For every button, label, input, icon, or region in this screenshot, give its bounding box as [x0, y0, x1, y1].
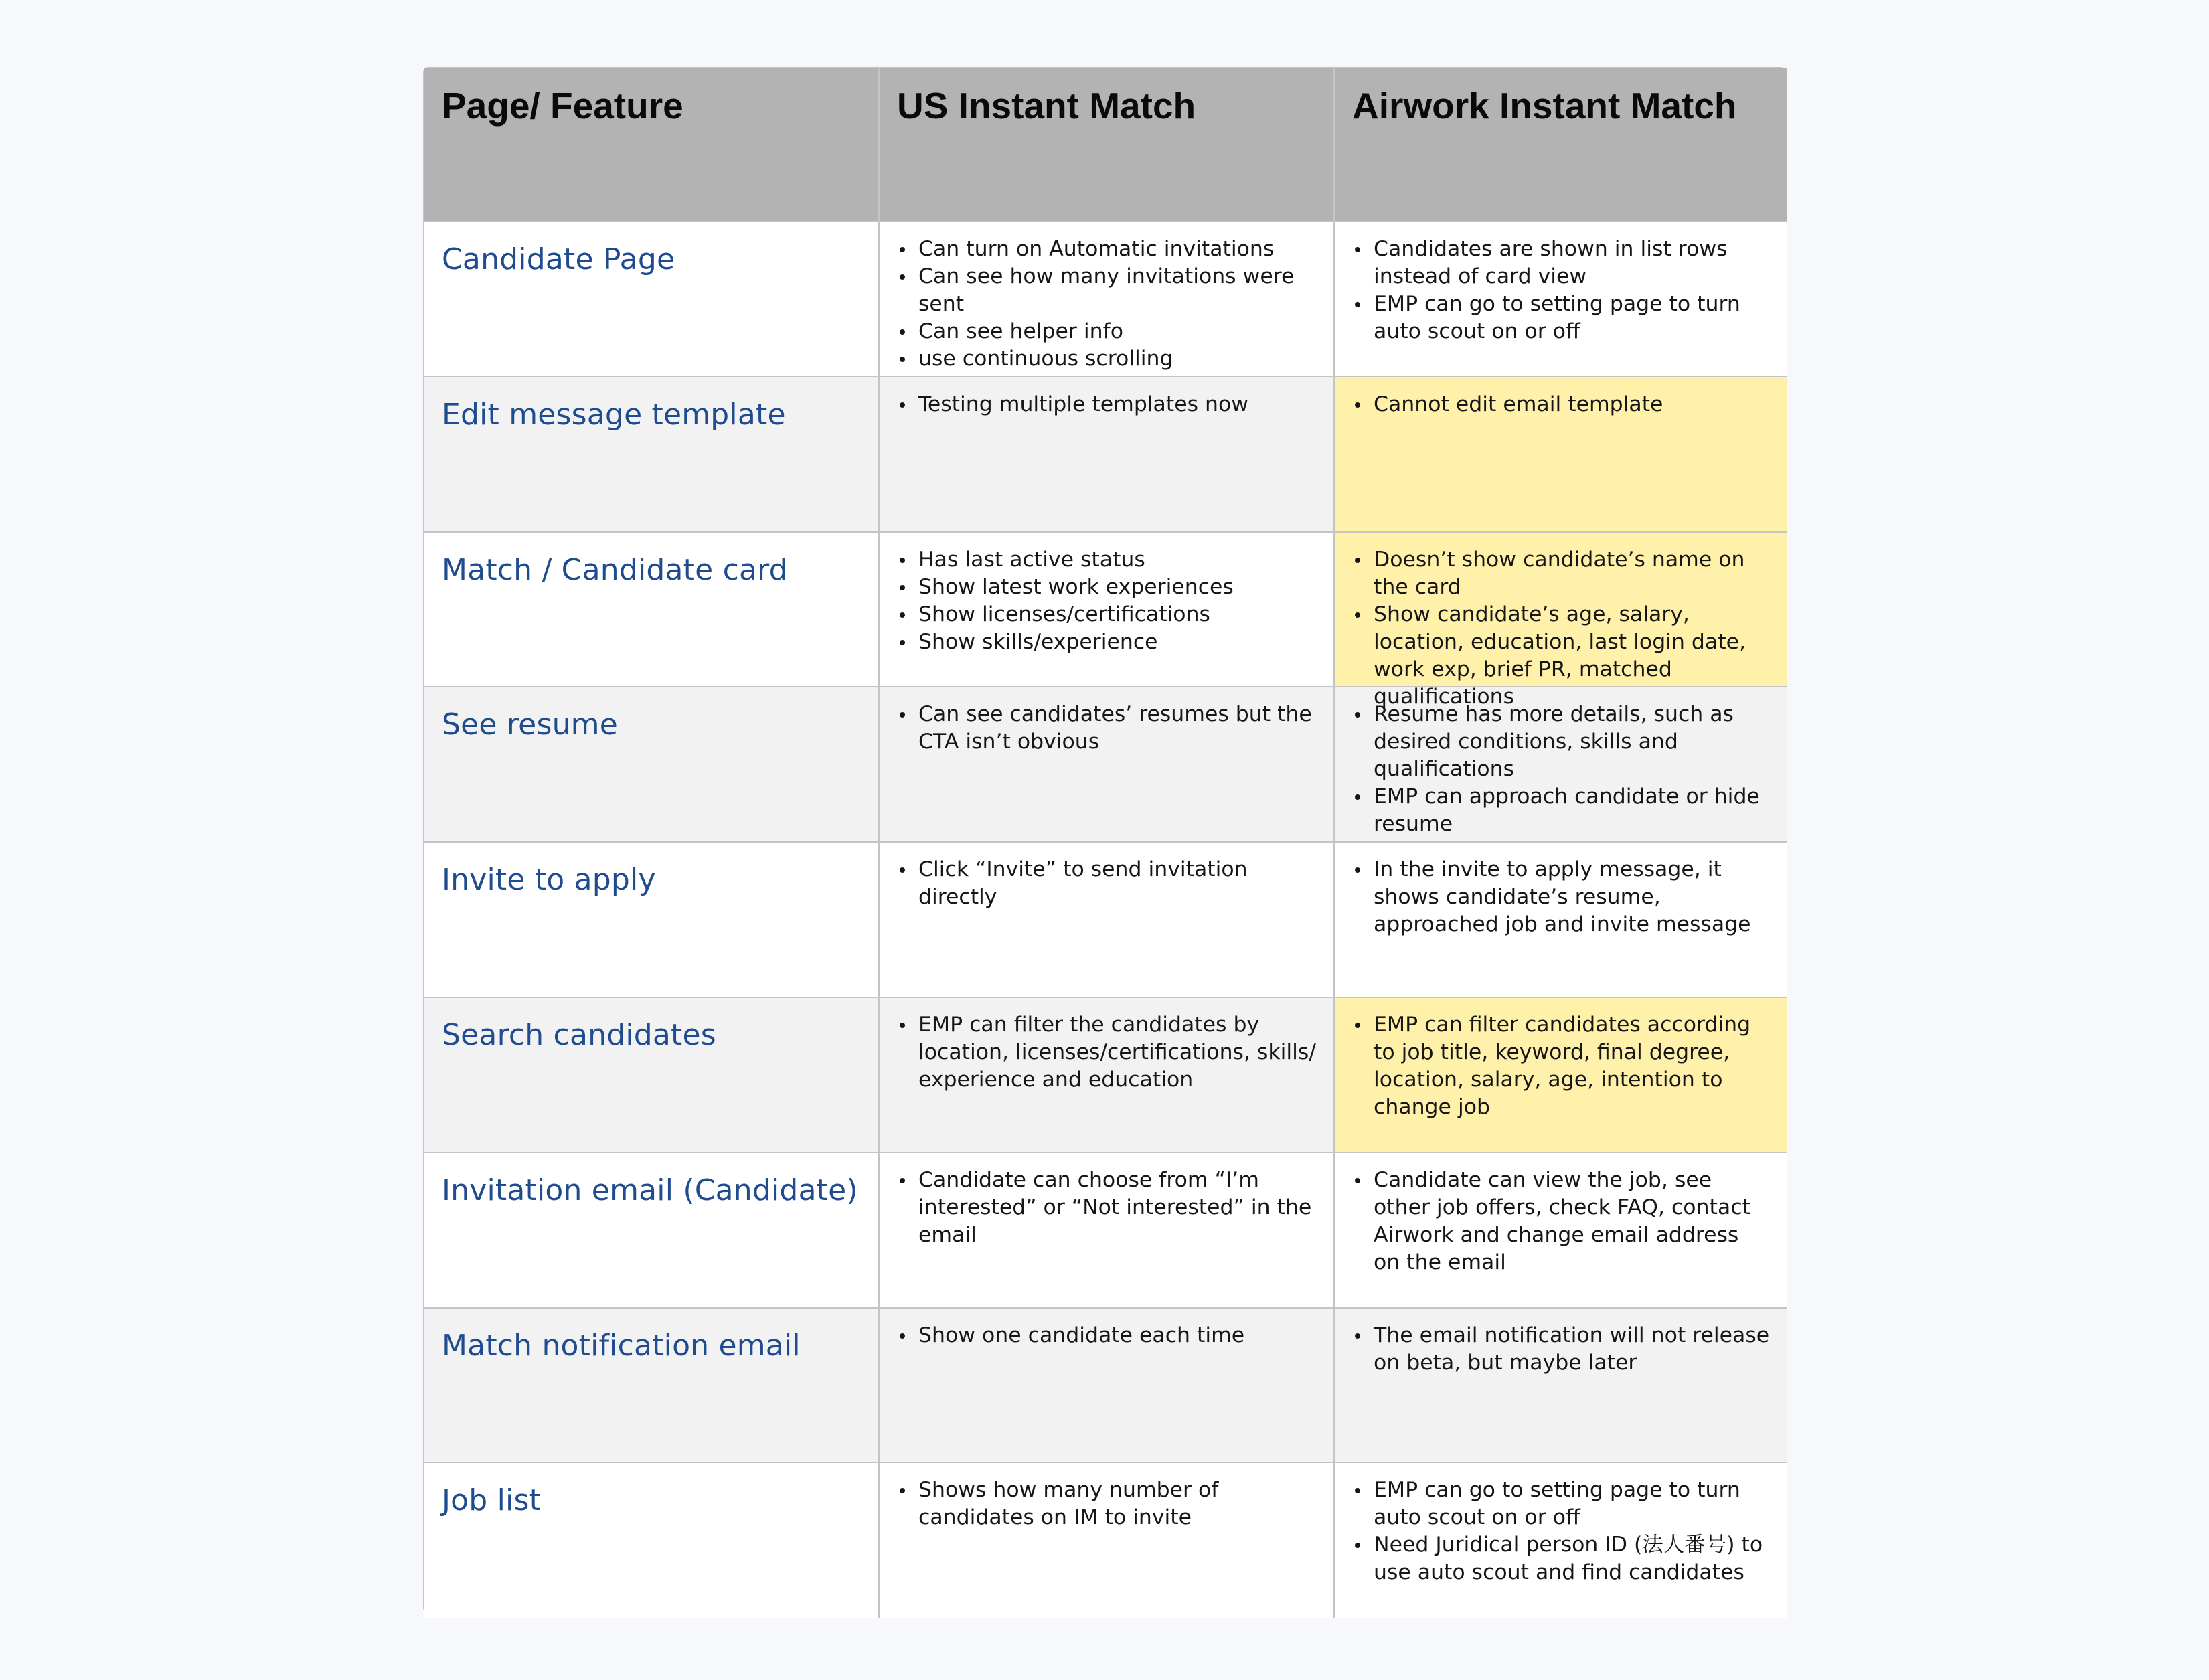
header-page-feature: Page/ Feature	[424, 68, 880, 222]
bullet-item: Can see how many invitations were sent	[917, 263, 1316, 318]
bullet-list	[1352, 391, 1770, 418]
airwork-instant-match-cell	[1335, 222, 1787, 377]
feature-cell: Edit message template	[424, 377, 880, 533]
bullet-list	[897, 1477, 1316, 1531]
bullet-item: Candidate can view the job, see other job offers, check FAQ, contact Airwork and change email address on the email	[1372, 1167, 1770, 1276]
us-instant-match-cell	[880, 998, 1335, 1153]
us-instant-match-cell	[880, 1309, 1335, 1464]
us-instant-match-cell	[880, 377, 1335, 533]
feature-cell: Match notification email	[424, 1309, 880, 1464]
us-instant-match-cell	[880, 843, 1335, 998]
airwork-instant-match-cell	[1335, 1153, 1787, 1309]
bullet-item: EMP can go to setting page to turn auto scout on or off	[1372, 1477, 1770, 1531]
bullet-item: EMP can filter candidates according to job title, keyword, final degree, location, salary, age, intention to change job	[1372, 1011, 1770, 1121]
bullet-item: EMP can approach candidate or hide resume	[1372, 783, 1770, 838]
us-instant-match-cell	[880, 687, 1335, 843]
bullet-item: EMP can filter the candidates by location, licenses/certifications, skills/ experience and education	[917, 1011, 1316, 1094]
bullet-item: Need Juridical person ID (法人番号) to use auto scout and find candidates	[1372, 1531, 1770, 1586]
airwork-instant-match-cell	[1335, 1463, 1787, 1618]
bullet-list	[897, 701, 1316, 756]
us-instant-match-cell	[880, 1153, 1335, 1309]
bullet-item: Resume has more details, such as desired conditions, skills and qualifications	[1372, 701, 1770, 783]
feature-cell: See resume	[424, 687, 880, 843]
bullet-item: Can see candidates’ resumes but the CTA isn’t obvious	[917, 701, 1316, 756]
bullet-list	[1352, 1322, 1770, 1377]
comparison-table	[423, 67, 1786, 1613]
airwork-instant-match-cell	[1335, 533, 1787, 709]
bullet-item: The email notification will not release on beta, but maybe later	[1372, 1322, 1770, 1377]
bullet-list	[897, 1011, 1316, 1094]
header-airwork-instant-match: Airwork Instant Match	[1335, 68, 1787, 222]
bullet-item: Click “Invite” to send invitation directly	[917, 856, 1316, 911]
bullet-item: Show one candidate each time	[917, 1322, 1316, 1349]
bullet-list	[897, 856, 1316, 911]
airwork-instant-match-cell	[1335, 998, 1787, 1153]
comparison-grid	[424, 68, 1785, 1612]
bullet-item: Shows how many number of candidates on IM to invite	[917, 1477, 1316, 1531]
bullet-item: use continuous scrolling	[917, 345, 1316, 373]
bullet-item: Doesn’t show candidate’s name on the card	[1372, 546, 1770, 601]
bullet-list	[1352, 546, 1770, 711]
bullet-list	[1352, 701, 1770, 838]
feature-cell: Candidate Page	[424, 222, 880, 377]
airwork-instant-match-cell	[1335, 377, 1787, 533]
bullet-item: EMP can go to setting page to turn auto scout on or off	[1372, 290, 1770, 345]
bullet-list	[1352, 1167, 1770, 1276]
bullet-item: Candidates are shown in list rows instead of card view	[1372, 236, 1770, 290]
bullet-list	[1352, 236, 1770, 345]
bullet-list	[897, 546, 1316, 656]
feature-cell: Search candidates	[424, 998, 880, 1153]
bullet-item: Show candidate’s age, salary, location, education, last login date, work exp, brief PR, matched qualifications	[1372, 601, 1770, 711]
bullet-item: Has last active status	[917, 546, 1316, 574]
bullet-list	[1352, 856, 1770, 938]
bullet-item: Testing multiple templates now	[917, 391, 1316, 418]
bullet-item: In the invite to apply message, it shows candidate’s resume, approached job and invite message	[1372, 856, 1770, 938]
airwork-instant-match-cell	[1335, 1309, 1787, 1464]
feature-cell: Invite to apply	[424, 843, 880, 998]
bullet-item: Show skills/experience	[917, 628, 1316, 656]
feature-cell: Job list	[424, 1463, 880, 1618]
bullet-item: Cannot edit email template	[1372, 391, 1770, 418]
bullet-item: Show licenses/certifications	[917, 601, 1316, 628]
bullet-list	[897, 1322, 1316, 1349]
us-instant-match-cell	[880, 533, 1335, 688]
us-instant-match-cell	[880, 1463, 1335, 1618]
us-instant-match-cell	[880, 222, 1335, 377]
bullet-item: Can turn on Automatic invitations	[917, 236, 1316, 263]
bullet-list	[897, 391, 1316, 418]
feature-cell: Invitation email (Candidate)	[424, 1153, 880, 1309]
airwork-instant-match-cell	[1335, 843, 1787, 998]
airwork-instant-match-cell	[1335, 687, 1787, 843]
bullet-item: Can see helper info	[917, 318, 1316, 345]
feature-cell: Match / Candidate card	[424, 533, 880, 688]
bullet-item: Candidate can choose from “I’m interested” or “Not interested” in the email	[917, 1167, 1316, 1249]
bullet-list	[897, 1167, 1316, 1249]
bullet-list	[1352, 1011, 1770, 1121]
bullet-list	[1352, 1477, 1770, 1586]
bullet-list	[897, 236, 1316, 373]
bullet-item: Show latest work experiences	[917, 574, 1316, 601]
header-us-instant-match: US Instant Match	[880, 68, 1335, 222]
